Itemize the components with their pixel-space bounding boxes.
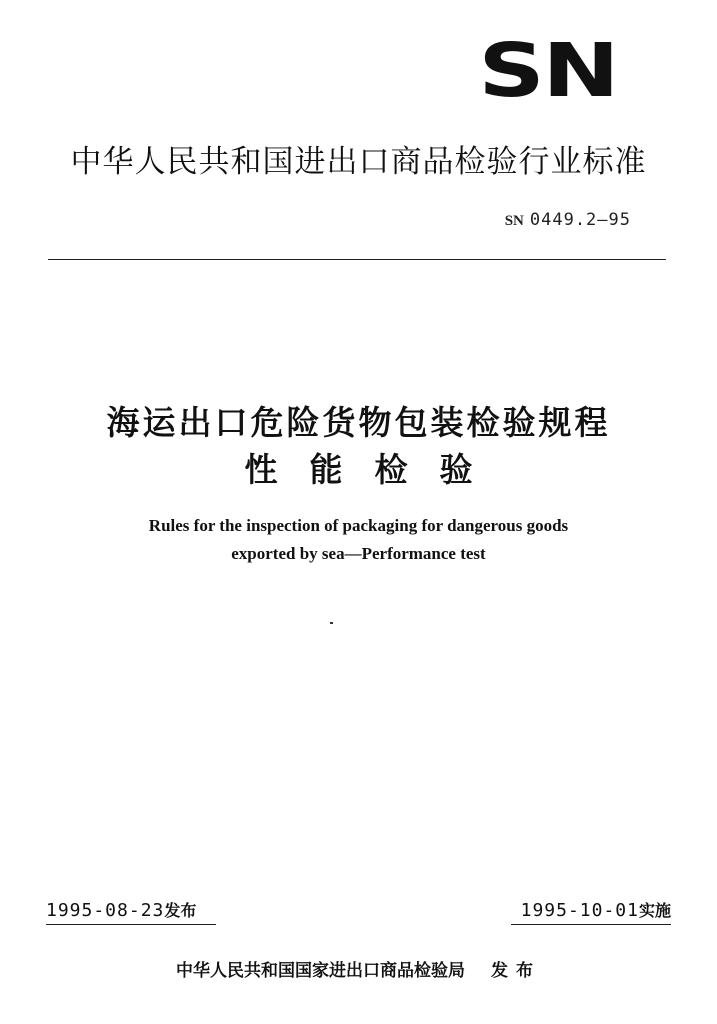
effective-date: 1995-10-01	[520, 900, 639, 921]
chinese-title-line-1: 海运出口危险货物包装检验规程	[106, 403, 611, 442]
issue-date: 1995-08-23	[46, 900, 165, 921]
scan-speck	[330, 622, 333, 624]
issue-label: 发布	[164, 901, 197, 920]
standard-code-prefix: SN	[504, 213, 524, 229]
standard-code	[505, 209, 631, 232]
issue-date-block	[46, 899, 216, 925]
header-divider	[48, 259, 666, 260]
english-title-line-2: exported by sea—Performance test	[231, 544, 486, 563]
issuer-action: 发布	[491, 961, 541, 981]
standard-code-number: 0449.2—95	[529, 210, 631, 230]
effective-date-block	[511, 899, 671, 925]
effective-label: 实施	[638, 901, 671, 920]
issuer-organization: 中华人民共和国国家进出口商品检验局	[176, 961, 465, 981]
english-title-line-1: Rules for the inspection of packaging for dangerous goods	[148, 516, 569, 535]
chinese-title-line-2: 性能检验	[244, 450, 505, 489]
standard-category-title: 中华人民共和国进出口商品检验行业标准	[70, 144, 647, 180]
issuer-line	[0, 959, 717, 983]
sn-logo: SN	[477, 28, 617, 114]
